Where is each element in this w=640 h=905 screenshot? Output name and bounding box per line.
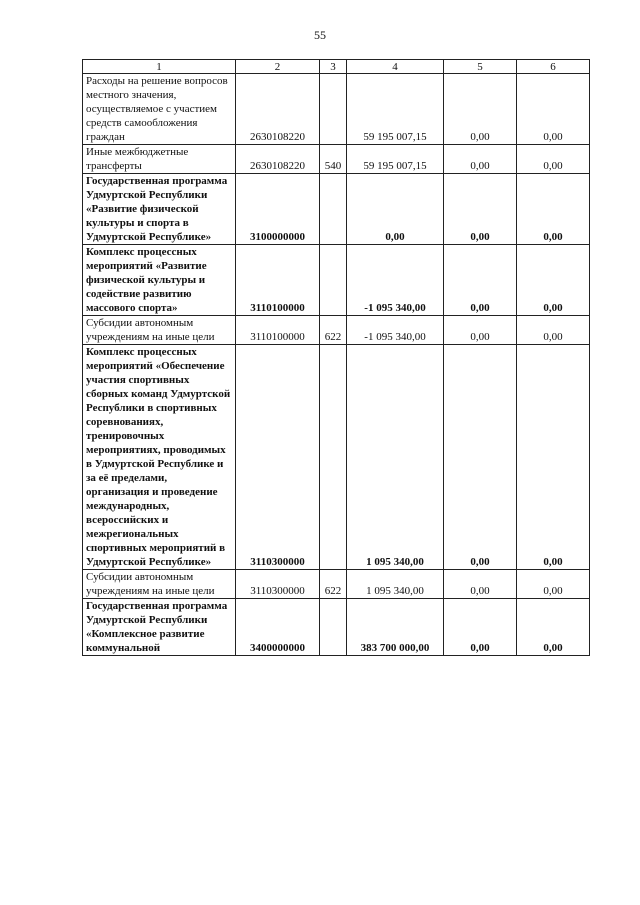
table-row — [83, 599, 590, 656]
amount: 383 700 000,00 — [347, 599, 444, 656]
amount: 1 095 340,00 — [347, 570, 444, 599]
header-row — [83, 60, 590, 74]
amount: 59 195 007,15 — [347, 145, 444, 174]
amount-col5: 0,00 — [444, 74, 517, 145]
table-row — [83, 145, 590, 174]
amount: 1 095 340,00 — [347, 345, 444, 570]
row-name: Расходы на решение вопросов местного значения, осуществляемое с участием средств самообложения граждан — [83, 74, 236, 145]
amount-col6: 0,00 — [517, 316, 590, 345]
table-row — [83, 74, 590, 145]
row-name: Государственная программа Удмуртской Республики «Развитие физической культуры и спорта в Удмуртской Республике» — [83, 174, 236, 245]
expense-type: 622 — [320, 570, 347, 599]
target-code: 3110300000 — [236, 345, 320, 570]
table-row — [83, 245, 590, 316]
column-header: 2 — [236, 60, 320, 74]
amount-col6: 0,00 — [517, 599, 590, 656]
amount-col5: 0,00 — [444, 316, 517, 345]
table-row — [83, 174, 590, 245]
amount: -1 095 340,00 — [347, 316, 444, 345]
target-code: 2630108220 — [236, 74, 320, 145]
target-code: 3110100000 — [236, 316, 320, 345]
amount-col6: 0,00 — [517, 174, 590, 245]
expense-type — [320, 345, 347, 570]
column-header: 4 — [347, 60, 444, 74]
page-number: 55 — [314, 28, 326, 42]
table-row — [83, 570, 590, 599]
expense-type: 622 — [320, 316, 347, 345]
expense-type — [320, 245, 347, 316]
amount-col5: 0,00 — [444, 345, 517, 570]
column-header: 3 — [320, 60, 347, 74]
target-code: 3110300000 — [236, 570, 320, 599]
row-name: Субсидии автономным учреждениям на иные цели — [83, 316, 236, 345]
amount: 0,00 — [347, 174, 444, 245]
budget-table — [82, 59, 590, 656]
table-row — [83, 345, 590, 570]
expense-type: 540 — [320, 145, 347, 174]
row-name: Комплекс процессных мероприятий «Обеспечение участия спортивных сборных команд Удмуртской Республики в спортивных соревнованиях, тренировочных мероприятиях, проводимых в Удмуртской Республике и за её пределами, организация и проведение международных, всероссийских и межрегиональных спортивных мероприятий в Удмуртской Республике» — [83, 345, 236, 570]
amount-col6: 0,00 — [517, 570, 590, 599]
target-code: 3400000000 — [236, 599, 320, 656]
target-code: 3100000000 — [236, 174, 320, 245]
column-header: 1 — [83, 60, 236, 74]
expense-type — [320, 599, 347, 656]
table-row — [83, 316, 590, 345]
row-name: Субсидии автономным учреждениям на иные цели — [83, 570, 236, 599]
amount-col5: 0,00 — [444, 599, 517, 656]
column-header: 6 — [517, 60, 590, 74]
target-code: 3110100000 — [236, 245, 320, 316]
amount: 59 195 007,15 — [347, 74, 444, 145]
amount-col6: 0,00 — [517, 74, 590, 145]
amount-col5: 0,00 — [444, 570, 517, 599]
amount-col6: 0,00 — [517, 245, 590, 316]
column-header: 5 — [444, 60, 517, 74]
amount-col5: 0,00 — [444, 245, 517, 316]
expense-type — [320, 174, 347, 245]
row-name: Государственная программа Удмуртской Республики «Комплексное развитие коммунальной — [83, 599, 236, 656]
amount-col6: 0,00 — [517, 345, 590, 570]
row-name: Комплекс процессных мероприятий «Развитие физической культуры и содействие развитию массового спорта» — [83, 245, 236, 316]
amount: -1 095 340,00 — [347, 245, 444, 316]
expense-type — [320, 74, 347, 145]
amount-col5: 0,00 — [444, 145, 517, 174]
amount-col5: 0,00 — [444, 174, 517, 245]
target-code: 2630108220 — [236, 145, 320, 174]
row-name: Иные межбюджетные трансферты — [83, 145, 236, 174]
amount-col6: 0,00 — [517, 145, 590, 174]
